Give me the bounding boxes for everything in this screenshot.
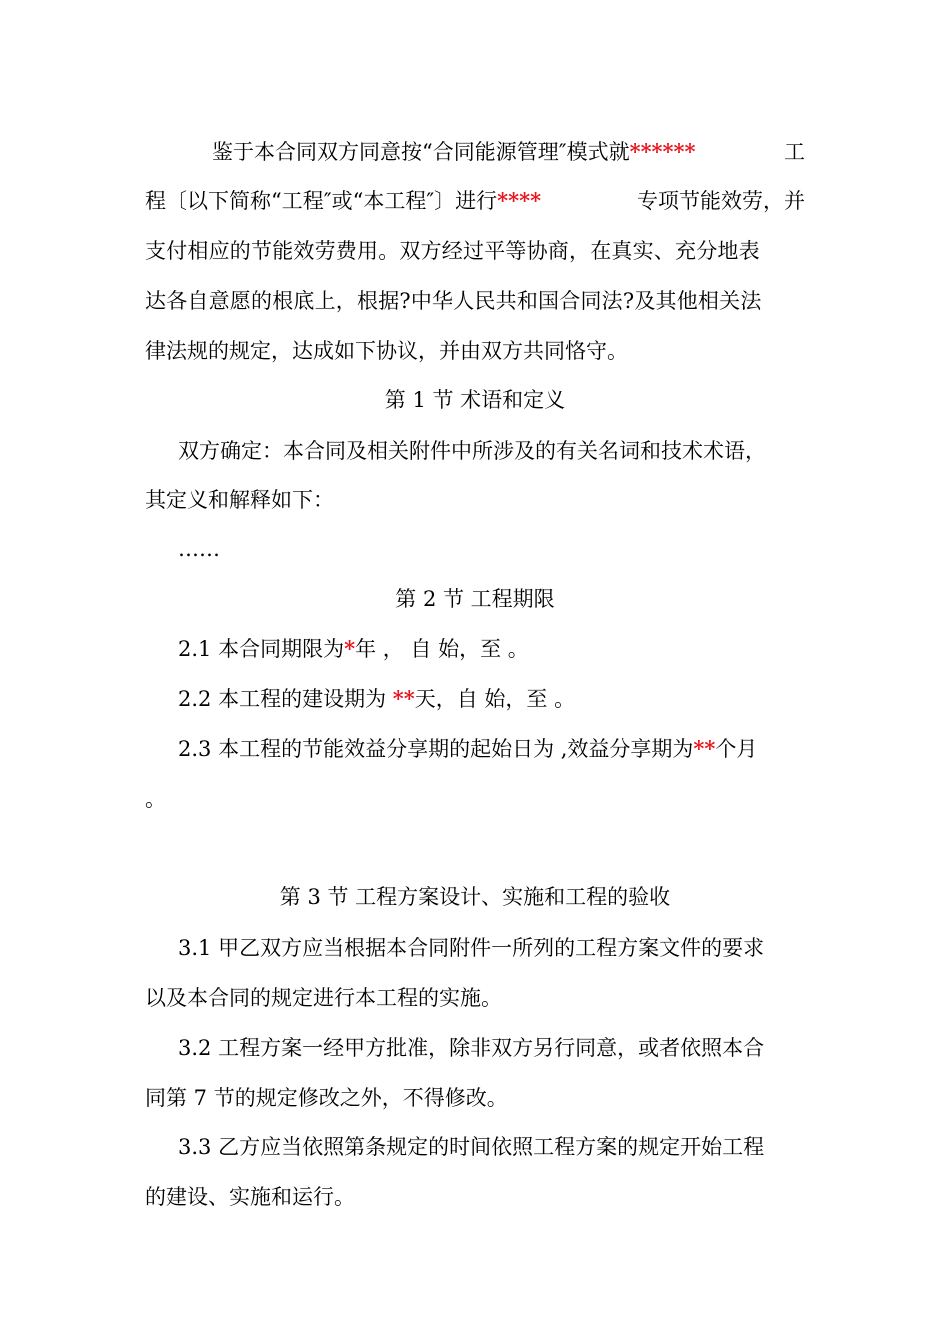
clause-2-1: [178, 634, 805, 664]
section-2-title: 第 2 节 工程期限: [395, 587, 555, 611]
preamble-line-4: 达各自意愿的根底上，根据?中华人民共和国合同法?及其他相关法: [145, 289, 762, 313]
clause-3-1-line-2: 以及本合同的规定进行本工程的实施。: [145, 986, 502, 1010]
clause-2-2: [178, 684, 805, 714]
clause-text: 年 ， 自 始，至 。: [355, 637, 529, 661]
clause-3-2-line-2: 同第 7 节的规定修改之外，不得修改。: [145, 1086, 508, 1110]
preamble-text: 专项节能效劳，并: [637, 189, 805, 213]
clause-2-3-end: 。: [145, 787, 166, 811]
clause-3-3-line-1: 3.3 乙方应当依照第条规定的时间依照工程方案的规定开始工程: [178, 1135, 765, 1159]
clause-text: 个月: [715, 737, 758, 761]
preamble-text: 鉴于本合同双方同意按“合同能源管理″模式就: [212, 140, 630, 164]
clause-3-3-line-2: 的建设、实施和运行。: [145, 1185, 355, 1209]
section-1-ellipsis: ……: [178, 537, 220, 561]
clause-2-3: [178, 734, 805, 764]
section-1-line-1: 双方确定：本合同及相关附件中所涉及的有关名词和技术术语，: [178, 439, 766, 463]
placeholder-stars: **: [392, 686, 415, 711]
preamble-line-5: 律法规的规定，达成如下协议，并由双方共同恪守。: [145, 339, 628, 363]
clause-text: 2.1 本合同期限为: [178, 637, 345, 661]
placeholder-stars: ******: [629, 139, 696, 164]
section-1-title: 第 1 节 术语和定义: [384, 388, 566, 412]
preamble-text: 程〔以下简称“工程″或“本工程″〕进行: [145, 189, 498, 213]
preamble-line-1: [212, 137, 805, 167]
preamble-text: 工: [784, 140, 805, 164]
placeholder-stars: ****: [497, 188, 542, 213]
preamble-line-2: [145, 186, 805, 216]
clause-text: 2.2 本工程的建设期为: [178, 687, 393, 711]
clause-3-1-line-1: 3.1 甲乙双方应当根据本合同附件一所列的工程方案文件的要求: [178, 936, 765, 960]
placeholder-stars: *: [344, 636, 356, 661]
placeholder-stars: **: [693, 736, 716, 761]
section-3-title: 第 3 节 工程方案设计、实施和工程的验收: [279, 885, 671, 909]
preamble-line-3: 支付相应的节能效劳费用。双方经过平等协商，在真实、充分地表: [145, 239, 760, 263]
clause-text: 天，自 始，至 。: [414, 687, 576, 711]
section-1-line-2: 其定义和解释如下：: [145, 488, 334, 512]
clause-3-2-line-1: 3.2 工程方案一经甲方批准，除非双方另行同意，或者依照本合: [178, 1036, 765, 1060]
clause-text: 2.3 本工程的节能效益分享期的起始日为 ,效益分享期为: [178, 737, 694, 761]
